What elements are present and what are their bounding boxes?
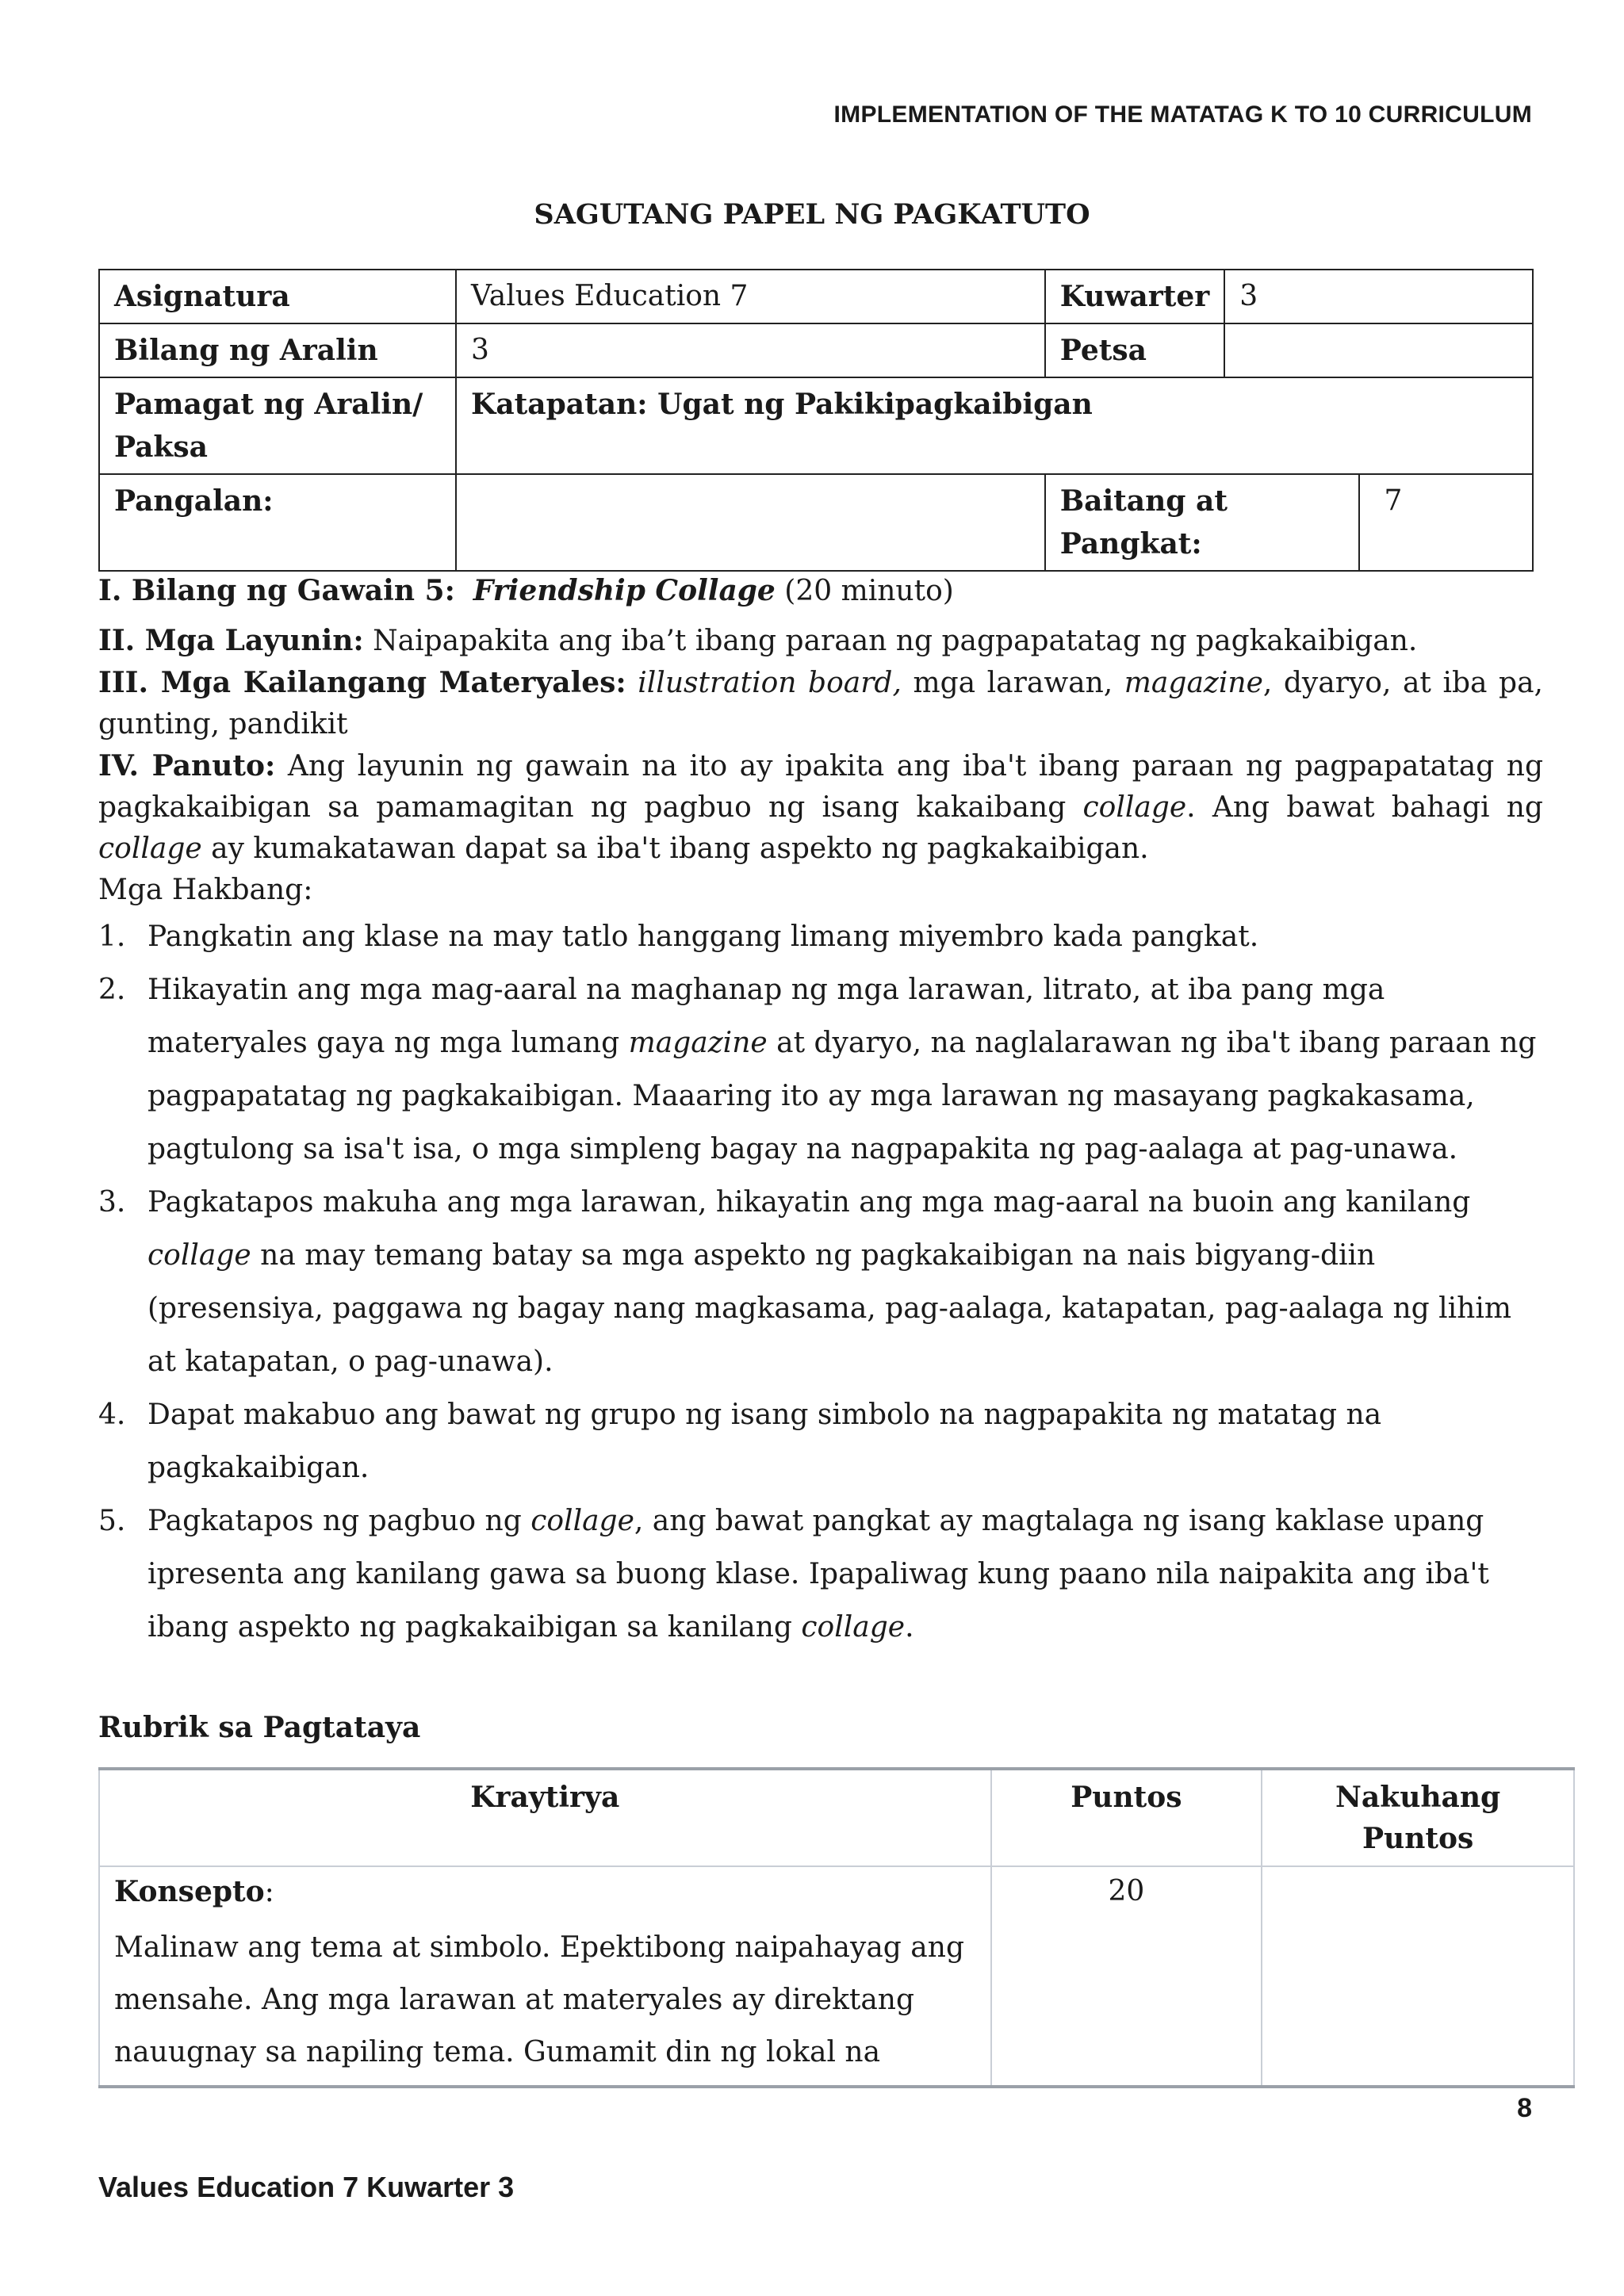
rubric-konsepto-colon: :: [264, 1876, 274, 1908]
pangalan-label: Pangalan:: [99, 474, 456, 571]
bilang-value: 3: [456, 323, 1045, 377]
pamagat-value: Katapatan: Ugat ng Pakikipagkaibigan: [456, 377, 1533, 474]
pamagat-label-line2: Paksa: [114, 430, 208, 464]
pamagat-label-line1: Pamagat ng Aralin/: [114, 388, 423, 421]
rubric-konsepto-description: Malinaw ang tema at simbolo. Epektibong naipahayag ang mensahe. Ang mga larawan at materyales ay direktang nauugnay sa napiling tema. Gumamit din ng lokal na: [114, 1931, 964, 2068]
rubric-col-puntos: Puntos: [991, 1769, 1262, 1866]
step-text-5a: Pagkatapos ng pagbuo ng: [147, 1505, 531, 1537]
step-number-4: 4.: [98, 1399, 126, 1431]
curriculum-header: IMPLEMENTATION OF THE MATATAG K TO 10 CURRICULUM: [833, 101, 1532, 128]
rubric-title: Rubrik sa Pagtataya: [98, 1711, 421, 1744]
asignatura-label: Asignatura: [99, 270, 456, 323]
activity-title: Friendship Collage: [473, 574, 776, 607]
step-number-5: 5.: [98, 1505, 126, 1537]
bilang-label: Bilang ng Aralin: [99, 323, 456, 377]
rubric-konsepto-earned: [1262, 1866, 1574, 2087]
petsa-label: Petsa: [1045, 323, 1224, 377]
step-text-3-collage: collage: [147, 1239, 251, 1272]
step-item-1: [98, 910, 1543, 963]
step-text-2a: Hikayatin ang mga mag-aaral na maghanap ng mga larawan, litrato, at iba pang mga materyales gaya ng mga lumang: [147, 974, 1385, 1059]
step-text-5c: .: [905, 1611, 914, 1644]
step-item-2: [98, 963, 1543, 1176]
baitang-label: [1045, 474, 1360, 571]
layunin-paragraph: [98, 620, 1543, 662]
step-item-4: [98, 1388, 1543, 1494]
step-text-3a: Pagkatapos makuha ang mga larawan, hikayatin ang mga mag-aaral na buoin ang kanilang: [147, 1186, 1471, 1219]
step-text-1: Pangkatin ang klase na may tatlo hanggang limang miyembro kada pangkat.: [147, 920, 1259, 953]
step-item-5: [98, 1494, 1543, 1654]
layunin-label: II. Mga Layunin:: [98, 624, 364, 657]
baitang-label-line1: Baitang at: [1059, 484, 1228, 518]
page-title: SAGUTANG PAPEL NG PAGKATUTO: [534, 198, 1090, 231]
panuto-text-3: ay kumakatawan dapat sa iba't ibang aspekto ng pagkakaibigan.: [201, 832, 1149, 865]
materyales-paragraph: [98, 662, 1543, 745]
panuto-paragraph: [98, 745, 1543, 870]
rubric-col-kraytirya: Kraytirya: [99, 1769, 991, 1866]
objectives-materials-directions: [98, 620, 1543, 911]
materyales-item-magazine: magazine: [1124, 667, 1263, 699]
layunin-text: Naipapakita ang iba’t ibang paraan ng pagpapatatag ng pagkakaibigan.: [373, 625, 1418, 657]
info-row-pamagat: [99, 377, 1533, 474]
step-number-3: 3.: [98, 1186, 126, 1219]
step-number-2: 2.: [98, 974, 126, 1006]
steps-list: [98, 910, 1543, 1654]
step-text-5-collage-2: collage: [801, 1611, 906, 1644]
materyales-item-illustration-board: illustration board,: [638, 667, 902, 699]
step-text-2-magazine: magazine: [628, 1027, 768, 1059]
step-text-3b: na may temang batay sa mga aspekto ng pagkakaibigan na nais bigyang-diin (presensiya, paggawa ng bagay nang magkasama, pag-aalaga, katapatan, pag-aalaga ng lihim at katapatan, o pag-unawa).: [147, 1239, 1512, 1378]
panuto-collage-1: collage: [1082, 791, 1187, 824]
page-number: 8: [1517, 2093, 1532, 2123]
step-text-5b: , ang bawat pangkat ay magtalaga ng isang kaklase upang ipresenta ang kanilang gawa sa buong klase. Ipapaliwag kung paano nila naipakita ang iba't ibang aspekto ng pagkakaibigan sa kanilang: [147, 1505, 1489, 1644]
info-row-asignatura: [99, 270, 1533, 323]
baitang-value: 7: [1359, 474, 1533, 571]
activity-heading: [98, 570, 1543, 612]
asignatura-value: Values Education 7: [456, 270, 1045, 323]
rubric-konsepto-label: Konsepto: [114, 1875, 265, 1908]
rubric-row-konsepto: [99, 1866, 1574, 2087]
panuto-label: IV. Panuto:: [98, 749, 276, 783]
panuto-text-2: . Ang bawat bahagi ng: [1186, 791, 1543, 824]
lesson-info-table: [98, 269, 1534, 572]
info-row-pangalan: [99, 474, 1533, 571]
footer-label: Values Education 7 Kuwarter 3: [98, 2171, 515, 2203]
petsa-value: [1224, 323, 1533, 377]
kuwarter-value: 3: [1224, 270, 1533, 323]
materyales-text-1: mga larawan,: [901, 667, 1124, 699]
activity-number: I. Bilang ng Gawain 5:: [98, 574, 455, 607]
step-number-1: 1.: [98, 920, 126, 953]
hakbang-label: Mga Hakbang:: [98, 874, 313, 906]
kuwarter-label: Kuwarter: [1045, 270, 1224, 323]
rubric-header-row: [99, 1769, 1574, 1866]
rubric-col-nakuha: Nakuhang Puntos: [1262, 1769, 1574, 1866]
pangalan-value: [456, 474, 1045, 571]
pamagat-label: [99, 377, 456, 474]
panuto-text-1: Ang layunin ng gawain na ito ay ipakita ang iba't ibang paraan ng pagpapatatag ng pagkakaibigan sa pamamagitan ng pagbuo ng isang kakaibang: [98, 750, 1543, 824]
rubric-konsepto-cell: [99, 1866, 991, 2087]
step-text-2b: at dyaryo, na naglalarawan ng iba't ibang paraan ng pagpapatatag ng pagkakaibigan. Maaaring ito ay mga larawan ng masayang pagkakasama, pagtulong sa isa't isa, o mga simpleng bagay na nagpapakita ng pag-aalaga at pag-unawa.: [147, 1027, 1537, 1165]
panuto-collage-2: collage: [98, 832, 202, 865]
step-item-3: [98, 1176, 1543, 1388]
baitang-label-line2: Pangkat:: [1059, 527, 1202, 561]
materyales-text-2: , dyaryo, at iba pa, gunting, pandikit: [98, 667, 1543, 740]
step-text-4: Dapat makabuo ang bawat ng grupo ng isang simbolo na nagpapakita ng matatag na pagkakaibigan.: [147, 1399, 1382, 1484]
materyales-label: III. Mga Kailangang Materyales:: [98, 666, 626, 699]
info-row-bilang: [99, 323, 1533, 377]
rubric-konsepto-points: 20: [991, 1866, 1262, 2087]
step-text-5-collage-1: collage: [530, 1505, 634, 1537]
activity-time: (20 minuto): [784, 575, 954, 607]
rubric-table: [98, 1767, 1575, 2088]
